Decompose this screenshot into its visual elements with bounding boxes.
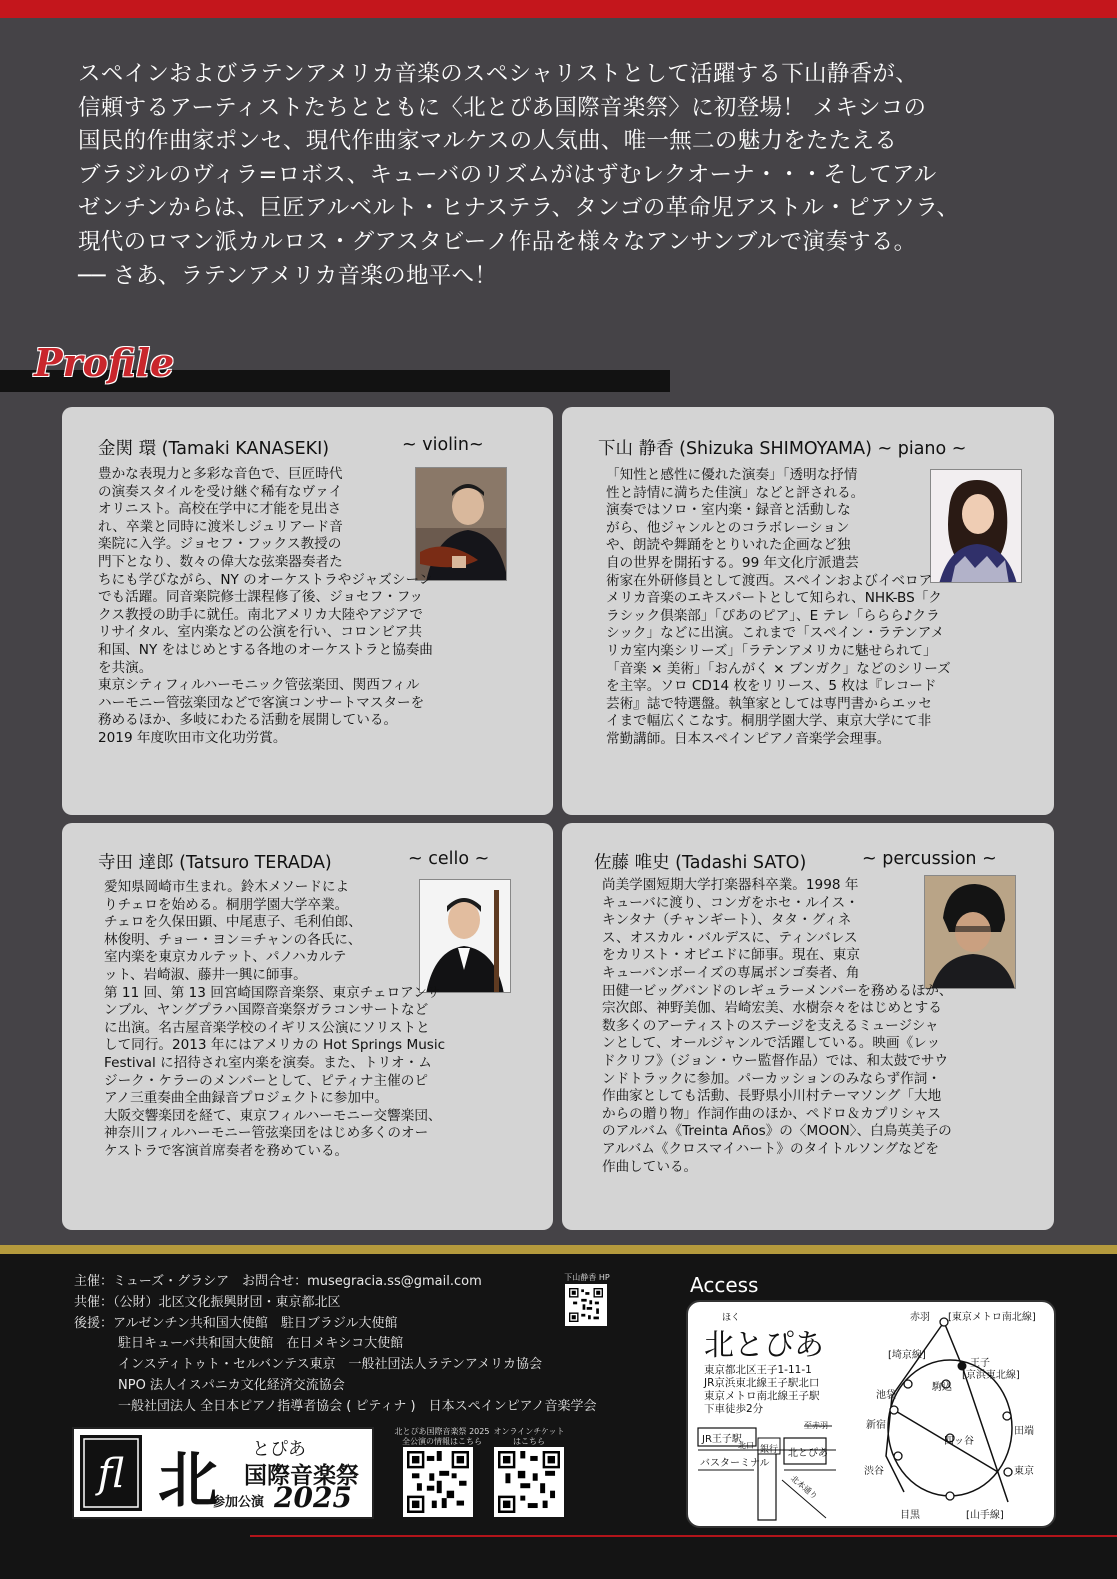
bio-line: ケストラで客演首席奏者を務めている。: [104, 1142, 349, 1159]
station-akabane: 赤羽: [910, 1312, 930, 1323]
address-line: 東京メトロ南北線王子駅: [704, 1390, 820, 1402]
station-yotsuya: 四ッ谷: [944, 1436, 974, 1447]
artist-role: ~ violin~: [402, 435, 484, 455]
bio-line: を主宰。ソロ CD14 枚をリリース、5 枚は『レコード: [606, 678, 937, 695]
bio-line: 作曲している。: [602, 1158, 698, 1175]
bio-line: 神奈川フィルハーモニー管弦楽団をはじめ多くのオー: [104, 1125, 429, 1142]
bio-line: ット、岩崎淑、藤井一興に師事。: [104, 966, 307, 983]
access-map: [686, 1300, 1056, 1528]
artist-card-sato: [562, 823, 1054, 1230]
bio-line: に出演。名古屋音楽学校のイギリス公演にソリストと: [104, 1019, 430, 1036]
bio-line: 演奏ではソロ・室内楽・録音と活動しな: [606, 502, 851, 519]
line-keihin: [京浜東北線]: [962, 1370, 1020, 1381]
support-line: 後援：アルゼンチン共和国大使館 駐日ブラジル大使館: [74, 1315, 398, 1331]
bio-line: ハーモニー管弦楽団などで客演コンサートマスターを: [98, 694, 425, 711]
bio-line: ンとして、オールジャンルで活躍している。映画《レッ: [602, 1035, 941, 1052]
bio-line: 性と詩情に満ちた佳演」などと評される。: [606, 484, 865, 501]
artist-bio: [104, 879, 445, 1161]
artist-bio: [98, 466, 433, 748]
bio-line: 2019 年度吹田市文化功労賞。: [98, 729, 287, 746]
bio-line: チェロを久保田顕、中尾恵子、毛利伯郎、: [104, 914, 362, 931]
bio-line: オリニスト。高校在学中に才能を見出さ: [98, 501, 342, 518]
qr-caption-festival: [392, 1427, 492, 1447]
intro-line: ブラジルのヴィラ=ロボス、キューバのリズムがはずむレクオーナ・・・そしてアル: [78, 161, 937, 188]
train-route-map: [858, 1306, 1054, 1526]
bio-line: ンドトラックに参加。パーカッションのみならず作詞・: [602, 1070, 941, 1087]
station-shinjuku: 新宿: [866, 1420, 886, 1431]
station-ikebukuro: 池袋: [876, 1390, 896, 1401]
artist-card-kanaseki: [62, 407, 553, 815]
bio-line: して同行。2013 年にはアメリカの Hot Springs Music: [104, 1037, 446, 1054]
bio-line: 常勤講師。日本スペインピアノ音楽学会理事。: [606, 730, 891, 747]
venue-ruby: ほく: [722, 1313, 741, 1323]
gold-divider: [0, 1245, 1117, 1254]
bio-line: ンブル、ヤングプラハ国際音楽祭ガラコンサートなど: [104, 1002, 429, 1019]
bio-line: 務めるほか、多岐にわたる活動を展開している。: [98, 712, 398, 729]
bio-line: イまで幅広くこなす。桐朋学園大学、東京大学にて非: [606, 713, 932, 730]
bio-line: キンタナ（チャンギート）、タタ・グィネ: [602, 912, 852, 929]
bio-line: ジーク・ケラーのメンバーとして、ピティナ主催のピ: [104, 1072, 428, 1089]
local-jr-station: JR王子駅: [702, 1434, 742, 1445]
bio-line: シック」などに出演。これまで「スペイン・ラテンアメ: [606, 625, 945, 642]
svg-text:ﬂ: ﬂ: [97, 1451, 125, 1497]
support-line: インスティトゥト・セルバンテス東京 一般社団法人ラテンアメリカ協会: [118, 1357, 542, 1373]
station-shibuya: 渋谷: [864, 1466, 884, 1477]
local-bus-terminal: バスターミナル: [700, 1458, 770, 1469]
bio-line: 豊かな表現力と多彩な音色で、巨匠時代: [98, 466, 343, 482]
bio-line: リサイタル、室内楽などの公演を行い、コロンビア共: [98, 624, 422, 641]
bio-line: 和国、NY をはじめとする各地のオーケストラと協奏曲: [98, 641, 433, 658]
support-line: NPO 法人イスパニカ文化経済交流協会: [118, 1377, 345, 1393]
artist-card-shimoyama: [562, 407, 1054, 815]
station-oji: 王子: [970, 1358, 990, 1369]
bio-line: キューバに渡り、コンガをホセ・ルイス・: [602, 894, 859, 911]
line-nanboku: [東京メトロ南北線]: [948, 1312, 1036, 1323]
intro-line: スペインおよびラテンアメリカ音楽のスペシャリストとして活躍する下山静香が、: [78, 61, 919, 87]
station-meguro: 目黒: [900, 1510, 920, 1521]
bio-line: 「音楽 × 美術」「おんがく × ブンガク」などのシリーズ: [606, 660, 951, 677]
bio-line: 門下となり、数々の偉大な弦楽器奏者た: [98, 553, 343, 570]
artist-name: 金関 環 (Tamaki KANASEKI): [98, 439, 330, 459]
line-saikyo: [埼京線]: [888, 1350, 926, 1361]
artist-name: 下山 静香 (Shizuka SHIMOYAMA) ~ piano ~: [598, 439, 967, 459]
co-organizer-line: 共催：（公財）北区文化振興財団・東京都北区: [74, 1294, 341, 1310]
svg-text:北: 北: [158, 1446, 218, 1516]
credits: [74, 1272, 597, 1418]
bio-line: ドクリフ》（ジョン・ウー監督作品）では、和太鼓でサウ: [602, 1052, 949, 1069]
bio-line: ちにも学びながら、NY のオーケストラやジャズシーン: [98, 571, 433, 588]
bio-line: アルバム《クロスマイハート》のタイトルソングなどを: [602, 1140, 939, 1157]
qr-caption-line: オンラインチケット: [493, 1427, 565, 1436]
bio-line: 大阪交響楽団を経て、東京フィルハーモニー交響楽団、: [104, 1107, 442, 1124]
bio-line: 作曲家としても活動、長野県小川村テーマソング「大地: [602, 1088, 942, 1105]
bio-line: 愛知県岡崎市生まれ。鈴木メソードによ: [104, 879, 350, 895]
artist-name: 寺田 達郎 (Tatsuro TERADA): [98, 853, 332, 873]
bio-line: でも活躍。同音楽院修士課程修了後、ジョセフ・フッ: [98, 589, 424, 606]
bio-line: の演奏スタイルを受け継ぐ稀有なヴァイ: [98, 483, 343, 500]
bio-line: 芸術』誌で特選盤。執筆家としては専門書からエッセ: [606, 695, 932, 712]
bio-line: からの贈り物」作詞作曲のほか、ペドロ＆カプリシャス: [602, 1105, 942, 1122]
venue-name: 北とぴあ: [704, 1328, 824, 1363]
local-bank: 銀行: [760, 1445, 779, 1455]
bio-line: 室内楽を東京カルテット、パノハカルテ: [104, 949, 347, 966]
artist-bio: [606, 467, 951, 749]
bio-line: 自の世界を開拓する。99 年文化庁派遣芸: [606, 554, 859, 571]
bio-line: Festival に招待され室内楽を演奏。また、トリオ・ム: [104, 1054, 432, 1071]
bio-line: のアルバム《Treinta Años》の〈MOON〉、白鳥英美子の: [602, 1123, 952, 1140]
artist-role: ~ percussion ~: [862, 849, 997, 869]
bio-line: 数多くのアーティストのステージを支えるミュージシャ: [602, 1017, 939, 1034]
artist-card-terada: [62, 823, 553, 1230]
address-line: 東京都北区王子1-11-1: [704, 1364, 812, 1376]
qr-code-shimoyama-hp[interactable]: [565, 1284, 607, 1326]
bio-line: ラシック倶楽部」「ぴあのピア」、E テレ「ららら♪クラ: [606, 607, 940, 624]
bio-line: メリカ音楽のエキスパートとして知られ、NHK-BS「ク: [606, 590, 942, 607]
qr-caption-hp: 下山静香 HP: [564, 1273, 610, 1282]
bio-line: 楽院に入学。ジョセフ・フックス教授の: [98, 536, 342, 553]
local-venue: 北とぴあ: [788, 1448, 828, 1459]
bio-line: れ、卒業と同時に渡米しジュリアード音: [98, 518, 343, 535]
bio-line: 東京シティフィルハーモニック管弦楽団、関西フィル: [98, 677, 420, 694]
festival-logo: [72, 1427, 374, 1519]
artist-bio: [602, 877, 952, 1176]
qr-code-festival-info[interactable]: [403, 1447, 473, 1517]
support-line: 一般社団法人 全日本ピアノ指導者協会 ( ピティナ ) 日本スペインピアノ音楽学会: [118, 1398, 597, 1414]
local-street: 北本通り: [788, 1473, 820, 1502]
bio-line: 尚美学園短期大学打楽器科卒業。1998 年: [602, 877, 859, 893]
top-red-bar: [0, 0, 1117, 18]
qr-caption-ticket: [486, 1427, 572, 1447]
bio-line: 「知性と感性に優れた演奏」「透明な抒情: [606, 467, 858, 483]
intro-line: ゼンチンからは、巨匠アルベルト・ヒナステラ、タンゴの革命児アストル・ピアソラ、: [78, 195, 960, 222]
profile-heading: Profile: [34, 340, 175, 385]
address-line: 下車徒歩2分: [704, 1403, 764, 1415]
organizer-line: 主催：ミューズ・グラシア お問合せ：musegracia.ss@gmail.com: [74, 1274, 482, 1289]
logo-topia: とぴあ: [252, 1439, 306, 1460]
qr-code-online-ticket[interactable]: [494, 1447, 564, 1517]
intro-line: 国民的作曲家ポンセ、現代作曲家マルケスの人気曲、唯一無二の魅力をたたえる: [78, 128, 898, 155]
artist-role: ~ cello ~: [408, 849, 490, 869]
bio-line: がら、他ジャンルとのコラボレーション: [606, 519, 850, 536]
support-line: 駐日キューバ共和国大使館 在日メキシコ大使館: [118, 1336, 404, 1352]
artist-name: 佐藤 唯史 (Tadashi SATO): [594, 853, 807, 873]
logo-festival-name: 国際音楽祭: [244, 1462, 359, 1489]
bio-line: キューバンボーイズの専属ボンゴ奏者、角: [602, 964, 860, 981]
bio-line: クス教授の助手に就任。南北アメリカ大陸やアジアで: [98, 606, 424, 623]
bio-line: 林俊明、チョー・ヨン＝チャンの各氏に、: [104, 931, 362, 948]
local-north-exit: 北口: [738, 1441, 754, 1450]
bio-line: ス、オスカル・バルデスに、ティンバレス: [602, 929, 858, 946]
bio-line: 宗次郎、神野美伽、岩崎宏美、水樹奈々をはじめとする: [602, 1000, 942, 1017]
bottom-red-line: [250, 1535, 1117, 1537]
local-to-akabane: 至赤羽: [804, 1421, 828, 1430]
bio-line: アノ三重奏曲全曲録音プロジェクトに参加中。: [104, 1090, 389, 1107]
intro-line: 現代のロマン派カルロス・グアスタビーノ作品を様々なアンサンブルで演奏する。: [78, 228, 917, 255]
station-tabata: 田端: [1014, 1426, 1034, 1437]
logo-year: 2025: [274, 1481, 352, 1514]
qr-caption-line: 全公演の情報はこちら: [402, 1437, 482, 1446]
venue-address: [704, 1364, 820, 1416]
station-komagome: 駒込: [932, 1382, 952, 1393]
intro-line: 信頼するアーティストたちとともに〈北とぴあ国際音楽祭〉に初登場！ メキシコの: [78, 94, 927, 121]
bio-line: リカ室内楽シリーズ」「ラテンアメリカに魅せられて」: [606, 642, 937, 659]
bio-line: りチェロを始める。桐朋学園大学卒業。: [104, 896, 349, 913]
bio-line: を共演。: [98, 659, 153, 676]
bio-line: や、朗読や舞踊をとりいれた企画など独: [606, 537, 851, 554]
bio-line: 術家在外研修員として渡西。スペインおよびイベロア: [606, 572, 933, 589]
intro-line: ── さあ、ラテンアメリカ音楽の地平へ！: [78, 262, 498, 289]
address-line: JR京浜東北線王子駅北口: [704, 1377, 820, 1389]
qr-caption-line: 北とぴあ国際音楽祭 2025: [394, 1427, 490, 1436]
station-tokyo: 東京: [1014, 1466, 1034, 1477]
bio-line: 第 11 回、第 13 回宮崎国際音楽祭、東京チェロアンサ: [104, 984, 441, 1001]
qr-caption-line: はこちら: [513, 1437, 545, 1446]
logo-participation: 参加公演: [212, 1495, 265, 1510]
bio-line: をカリスト・オビエドに師事。現在、東京: [602, 947, 861, 964]
intro-text: [78, 58, 1058, 293]
line-yamanote: [山手線]: [966, 1510, 1004, 1521]
bio-line: 田健一ビッグバンドのレギュラーメンバーを務めるほか、: [602, 982, 953, 999]
access-heading: Access: [690, 1273, 759, 1297]
